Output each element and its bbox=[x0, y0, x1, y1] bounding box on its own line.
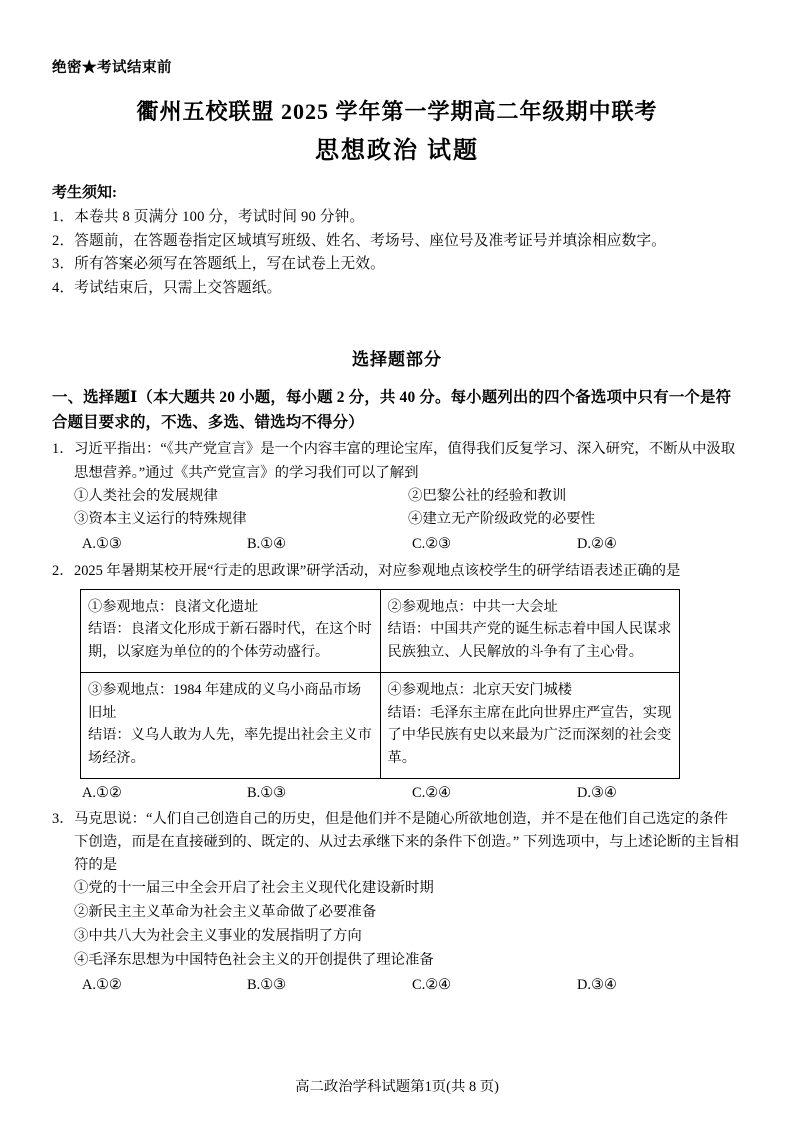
answer-choice: C.②④ bbox=[412, 977, 451, 994]
cell-line: 结语：中国共产党的诞生标志着中国人民谋求民族独立、人民解放的斗争有了主心骨。 bbox=[387, 621, 672, 661]
research-locations-table bbox=[80, 589, 680, 779]
cell-line: ②参观地点：中共一大会址 bbox=[387, 598, 558, 615]
notice-heading: 考生须知: bbox=[52, 185, 117, 201]
question-item bbox=[52, 808, 742, 998]
question-number: 2． bbox=[52, 562, 74, 579]
question-stem: 2025 年暑期某校开展“行走的思政课”研学活动，对应参观地点该校学生的研学结语表述正确的是 bbox=[74, 562, 681, 579]
table-cell bbox=[81, 589, 381, 672]
question-option: ①人类社会的发展规律 bbox=[74, 487, 218, 504]
notice-item: 3．所有答案必须写在答题纸上，写在试卷上无效。 bbox=[52, 256, 385, 273]
table-row bbox=[81, 672, 680, 778]
page-footer: 高二政治学科试题第1页(共 8 页) bbox=[295, 1079, 499, 1095]
answer-choice: C.②④ bbox=[412, 784, 451, 801]
answer-choice: B.①③ bbox=[247, 977, 286, 994]
question-option: ④建立无产阶级政党的必要性 bbox=[408, 510, 596, 527]
notice-item: 1．本卷共 8 页满分 100 分，考试时间 90 分钟。 bbox=[52, 209, 365, 225]
answer-choices bbox=[74, 532, 742, 556]
answer-choice: B.①③ bbox=[247, 784, 286, 801]
answer-choice: D.③④ bbox=[577, 977, 617, 994]
table-cell bbox=[380, 672, 680, 778]
section-title: 选择题部分 bbox=[352, 349, 442, 369]
question-option: ③资本主义运行的特殊规律 bbox=[74, 510, 247, 527]
question-stem: 习近平指出：“《共产党宣言》是一个内容丰富的理论宝库，值得我们反复学习、深入研究，不断从中汲取思想营养。”通过《共产党宣言》的学习我们可以了解到 bbox=[74, 441, 736, 481]
answer-choices bbox=[74, 781, 742, 805]
question-item bbox=[52, 560, 742, 806]
notice-item: 2．答题前，在答题卷指定区域填写班级、姓名、考场号、座位号及准考证号并填涂相应数字。 bbox=[52, 232, 667, 249]
table-cell bbox=[380, 589, 680, 672]
cell-line: ④参观地点：北京天安门城楼 bbox=[387, 681, 572, 698]
cell-line: 结语：义乌人敢为人先，率先提出社会主义市场经济。 bbox=[88, 727, 372, 767]
question-option: ③中共八大为社会主义事业的发展指明了方向 bbox=[74, 927, 362, 944]
question-option: ②新民主主义革命为社会主义革命做了必要准备 bbox=[74, 904, 377, 921]
answer-choice: A.①② bbox=[82, 784, 122, 801]
part-heading: 一、选择题Ⅰ（本大题共 20 小题，每小题 2 分，共 40 分。每小题列出的四个备选项中只有一个是符合题目要求的，不选、多选、错选均不得分） bbox=[52, 388, 732, 431]
answer-choice: A.①③ bbox=[82, 536, 122, 553]
question-option: ②巴黎公社的经验和教训 bbox=[408, 487, 567, 504]
cell-line: ①参观地点：良渚文化遗址 bbox=[88, 598, 259, 615]
table-cell bbox=[81, 672, 381, 778]
page-title: 衢州五校联盟 2025 学年第一学期高二年级期中联考 bbox=[136, 99, 658, 124]
question-number: 1． bbox=[52, 441, 74, 458]
cell-line: 结语：毛泽东主席在此向世界庄严宣告，实现了中华民族有史以来最为广泛而深刻的社会变革。 bbox=[387, 704, 672, 767]
question-item bbox=[52, 438, 742, 556]
answer-choice: D.②④ bbox=[577, 536, 617, 553]
question-option: ④毛泽东思想为中国特色社会主义的开创提供了理论准备 bbox=[74, 951, 434, 968]
answer-choice: A.①② bbox=[82, 977, 122, 994]
answer-choice: B.①④ bbox=[247, 536, 286, 553]
cell-line: ③参观地点：1984 年建成的义乌小商品市场旧址 bbox=[88, 681, 362, 721]
notice-item: 4．考试结束后，只需上交答题纸。 bbox=[52, 279, 282, 296]
cell-line: 结语：良渚文化形成于新石器时代，在这个时期，以家庭为单位的的个体劳动盛行。 bbox=[88, 621, 372, 661]
answer-choices bbox=[74, 973, 742, 997]
answer-choice: D.③④ bbox=[577, 784, 617, 801]
question-stem: 马克思说：“人们自己创造自己的历史，但是他们并不是随心所欲地创造，并不是在他们自己选定的条件下创造，而是在直接碰到的、既定的、从过去承继下来的条件下创造。” 下列选项中，与上述论断的主旨相符的是 bbox=[74, 811, 739, 874]
answer-choice: C.②③ bbox=[412, 536, 451, 553]
question-number: 3． bbox=[52, 811, 74, 828]
subject-title: 思想政治 试题 bbox=[315, 138, 479, 164]
table-row bbox=[81, 589, 680, 672]
secret-notice: 绝密★考试结束前 bbox=[52, 60, 172, 76]
question-option: ①党的十一届三中全会开启了社会主义现代化建设新时期 bbox=[74, 880, 434, 897]
